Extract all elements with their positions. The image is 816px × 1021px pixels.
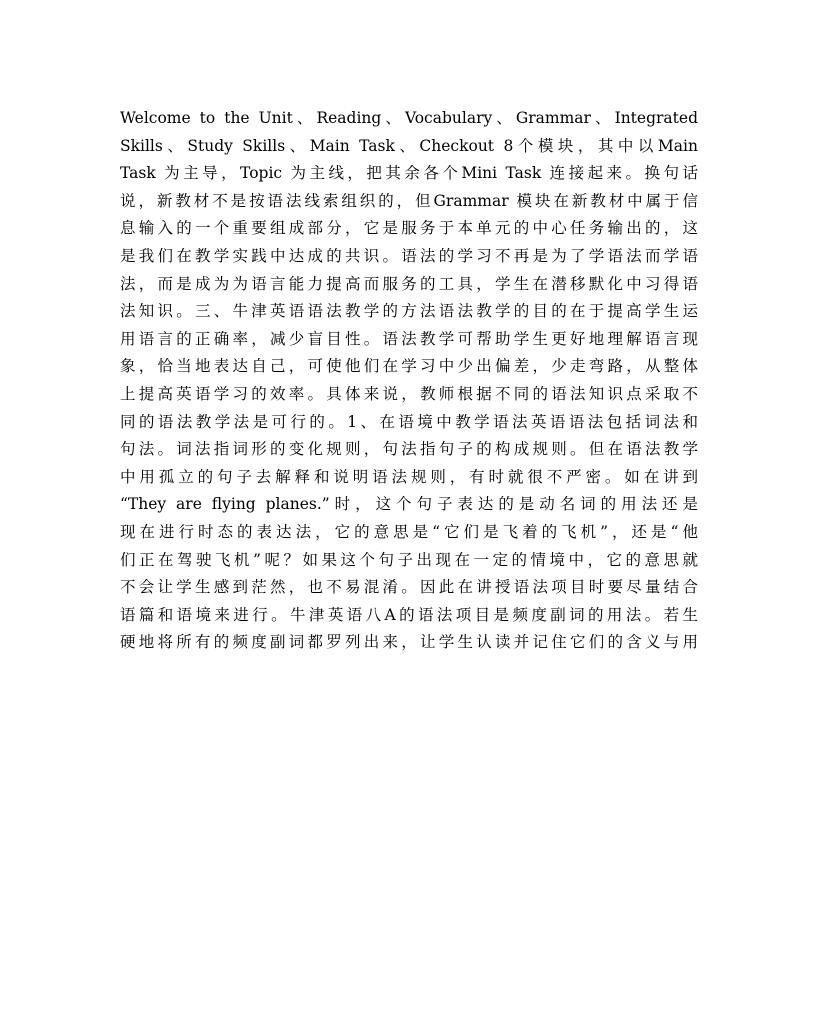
text-line: 是我们在教学实践中达成的共识。语法的学习不再是为了学语法而学语 (120, 246, 698, 265)
text-line: 语篇和语境来进行。牛津英语八A的语法项目是频度副词的用法。若生 (120, 605, 698, 624)
text-line: Skills、Study Skills、Main Task、Checkout 8个模块，其中以Main (120, 136, 698, 155)
text-line: 中用孤立的句子去解释和说明语法规则，有时就很不严密。如在讲到 (120, 467, 698, 486)
text-line: 法知识。三、牛津英语语法教学的方法语法教学的目的在于提高学生运 (120, 302, 698, 321)
text-line: Task 为主导，Topic 为主线，把其余各个Mini Task 连接起来。换句话 (120, 164, 698, 183)
text-line: 法，而是成为为语言能力提高而服务的工具，学生在潜移默化中习得语 (120, 274, 698, 293)
body-paragraph (120, 105, 698, 657)
text-line: 上提高英语学习的效率。具体来说，教师根据不同的语法知识点采取不 (120, 384, 698, 403)
text-line: “They are flying planes.”时，这个句子表达的是动名词的用法还是 (120, 495, 698, 514)
text-line: 象，恰当地表达自己，可使他们在学习中少出偏差，少走弯路，从整体 (120, 357, 698, 376)
text-line: 用语言的正确率，减少盲目性。语法教学可帮助学生更好地理解语言现 (120, 329, 698, 348)
text-line: 不会让学生感到茫然，也不易混淆。因此在讲授语法项目时要尽量结合 (120, 578, 698, 597)
text-line: 息输入的一个重要组成部分，它是服务于本单元的中心任务输出的，这 (120, 219, 698, 238)
text-line: 句法。词法指词形的变化规则，句法指句子的构成规则。但在语法教学 (120, 440, 698, 459)
text-line: 们正在驾驶飞机”呢？如果这个句子出现在一定的情境中，它的意思就 (120, 550, 698, 569)
text-line: 说，新教材不是按语法线索组织的，但Grammar 模块在新教材中属于信 (120, 191, 698, 210)
text-line: Welcome to the Unit、Reading、Vocabulary、Grammar、Integrated (120, 109, 698, 127)
text-line: 同的语法教学法是可行的。1、在语境中教学语法英语语法包括词法和 (120, 412, 698, 431)
text-line: 现在进行时态的表达法，它的意思是“它们是飞着的飞机”，还是“他 (120, 522, 698, 541)
text-line: 硬地将所有的频度副词都罗列出来，让学生认读并记住它们的含义与用 (120, 633, 698, 652)
